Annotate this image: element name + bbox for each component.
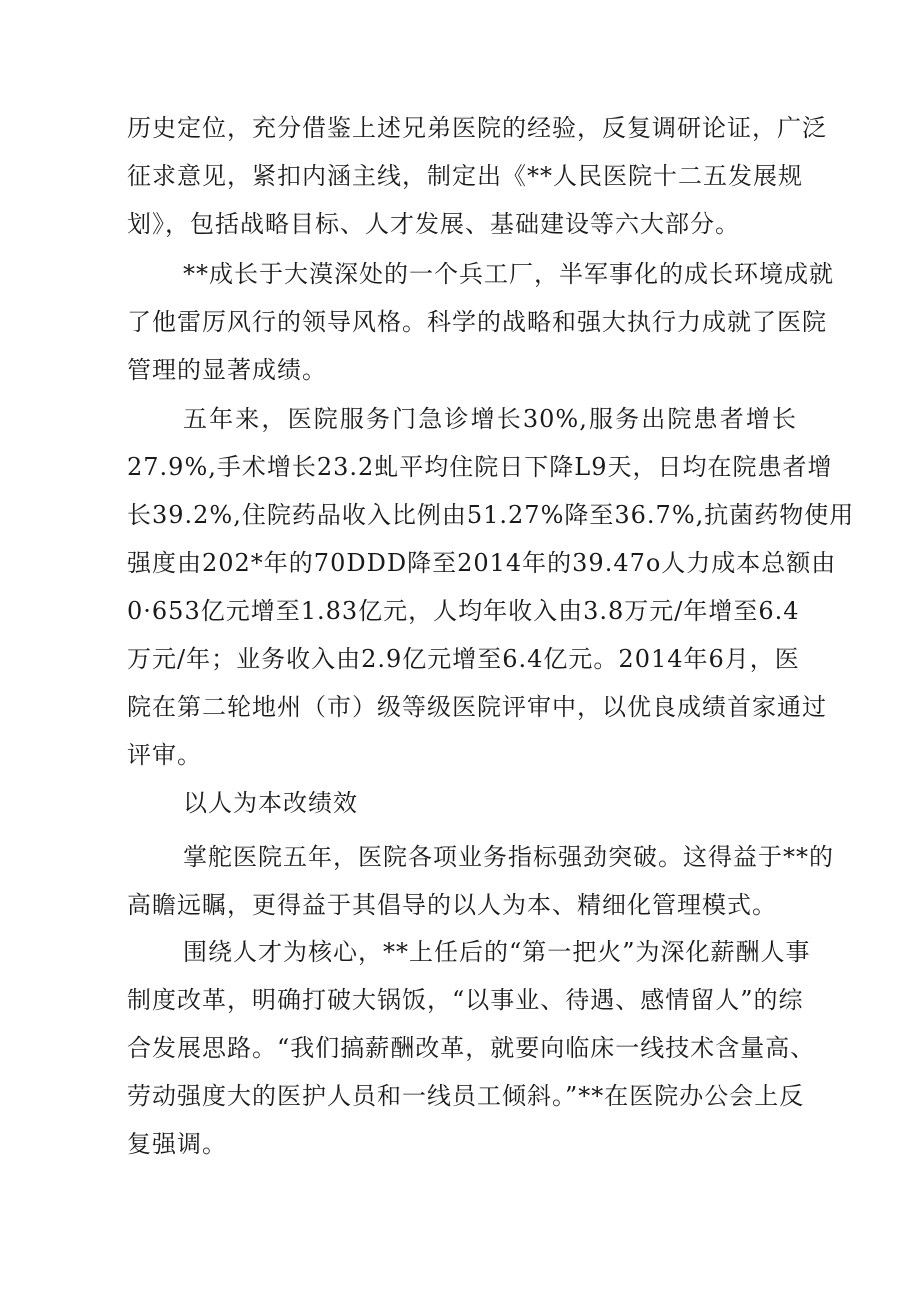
paragraph-achievements (127, 395, 855, 779)
text-line: 高瞻远瞩，更得益于其倡导的以人为本、精细化管理模式。 (127, 891, 777, 919)
text-line: 0·653亿元增至1.83亿元，人均年收入由3.8万元/年增至6.4 (127, 597, 800, 625)
text-line: 合发展思路。“我们搞薪酬改革，就要向临床一线技术含量高、 (127, 1034, 816, 1062)
text-line: 围绕人才为核心，**上任后的“第一把火”为深化薪酬人事 (183, 938, 811, 966)
paragraph-background (127, 250, 834, 394)
text-line: 万元/年；业务收入由2.9亿元增至6.4亿元。2014年6月，医 (127, 645, 800, 673)
text-line: 了他雷厉风行的领导风格。科学的战略和强大执行力成就了医院 (127, 308, 827, 336)
text-line: 制度改革，明确打破大锅饭，“以事业、待遇、感情留人”的综 (127, 986, 804, 1014)
text-line: 征求意见，紧扣内涵主线，制定出《**人民医院十二五发展规 (127, 162, 803, 190)
text-line: 强度由202*年的70DDD降至2014年的39.47o人力成本总额由 (127, 549, 837, 577)
text-line: 复强调。 (127, 1130, 227, 1158)
text-line: 历史定位，充分借鉴上述兄弟医院的经验，反复调研论证，广泛 (127, 114, 827, 142)
section-heading (127, 779, 797, 827)
text-line: 划》，包括战略目标、人才发展、基础建设等六大部分。 (127, 210, 740, 238)
text-line: 管理的显著成绩。 (127, 356, 327, 384)
text-line: **成长于大漠深处的一个兵工厂，半军事化的成长环境成就 (183, 260, 834, 288)
paragraph-plan (127, 104, 827, 248)
section-heading-text: 以人为本改绩效 (183, 789, 358, 817)
text-line: 长39.2%,住院药品收入比例由51.27%降至36.7%,抗菌药物使用 (127, 501, 855, 529)
text-line: 劳动强度大的医护人员和一线员工倾斜。”**在医院办公会上反 (127, 1082, 805, 1110)
text-line: 院在第二轮地州（市）级等级医院评审中，以优良成绩首家通过 (127, 693, 827, 721)
text-line: 五年来，医院服务门急诊增长30%,服务出院患者增长 (183, 405, 797, 433)
text-line: 27.9%,手术增长23.2虬平均住院日下降L9天，日均在院患者增 (127, 453, 833, 481)
text-line: 评审。 (127, 741, 202, 769)
text-line: 掌舵医院五年，医院各项业务指标强劲突破。这得益于**的 (183, 843, 834, 871)
paragraph-salary-reform (127, 928, 816, 1168)
paragraph-leadership (127, 833, 834, 929)
